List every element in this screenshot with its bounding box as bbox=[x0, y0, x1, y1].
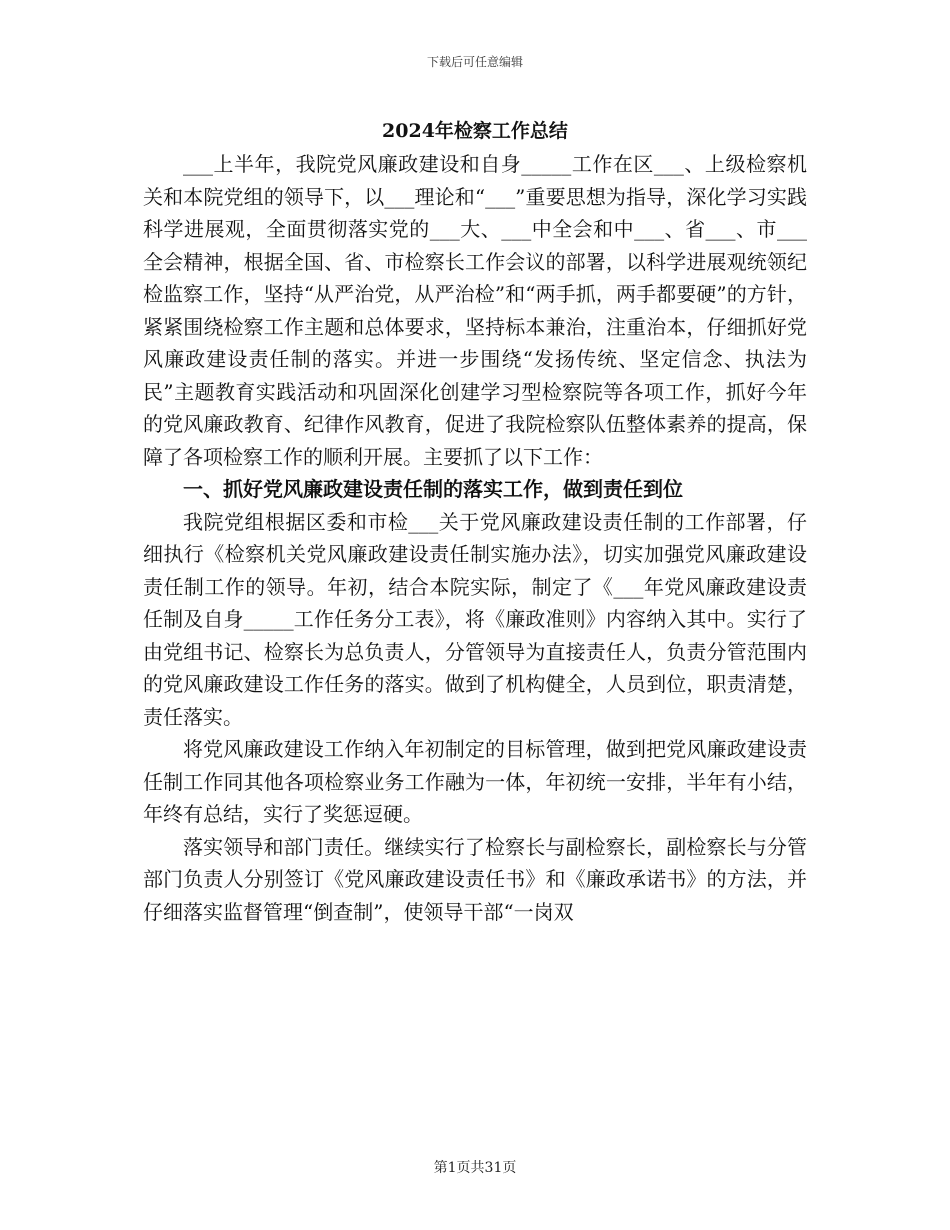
page-footer: 第1页共31页 bbox=[433, 1160, 517, 1176]
section1-paragraph-3: 落实领导和部门责任。继续实行了检察长与副检察长，副检察长与分管部门负责人分别签订《党风廉政建设责任书》和《廉政承诺书》的方法，并仔细落实监督管理“倒查制”，使领导干部“一岗双 bbox=[143, 834, 807, 924]
document-title: 2024年检察工作总结 bbox=[382, 120, 568, 142]
header-note: 下载后可任意编辑 bbox=[426, 55, 523, 69]
section-heading-1: 一、抓好党风廉政建设责任制的落实工作，做到责任到位 bbox=[183, 477, 683, 501]
document-body bbox=[143, 148, 807, 928]
intro-paragraph: ___上半年，我院党风廉政建设和自身_____工作在区___、上级检察机关和本院党组的领导下，以___理论和“___”重要思想为指导，深化学习实践科学进展观，全面贯彻落实党的___大、___中全会和中___、省___、市___全会精神，根据全国、省、市检察长工作会议的部署，以科学进展观统领纪检监察工作，坚持“从严治党，从严治检”和“两手抓，两手都要硬”的方针，紧紧围绕检察工作主题和总体要求，坚持标本兼治，注重治本，仔细抓好党风廉政建设责任制的落实。并进一步围绕“发扬传统、坚定信念、执法为民”主题教育实践活动和巩固深化创建学习型检察院等各项工作，抓好今年的党风廉政教育、纪律作风教育，促进了我院检察队伍整体素养的提高，保障了各项检察工作的顺利开展。主要抓了以下工作： bbox=[143, 152, 807, 469]
section1-paragraph-2: 将党风廉政建设工作纳入年初制定的目标管理，做到把党风廉政建设责任制工作同其他各项检察业务工作融为一体，年初统一安排，半年有小结，年终有总结，实行了奖惩逗硬。 bbox=[143, 737, 807, 826]
section1-paragraph-1: 我院党组根据区委和市检___关于党风廉政建设责任制的工作部署，仔细执行《检察机关党风廉政建设责任制实施办法》，切实加强党风廉政建设责任制工作的领导。年初，结合本院实际，制定了《___年党风廉政建设责任制及自身_____工作任务分工表》，将《廉政准则》内容纳入其中。实行了由党组书记、检察长为总负责人，分管领导为直接责任人，负责分管范围内的党风廉政建设工作任务的落实。做到了机构健全，人员到位，职责清楚，责任落实。 bbox=[143, 509, 807, 729]
